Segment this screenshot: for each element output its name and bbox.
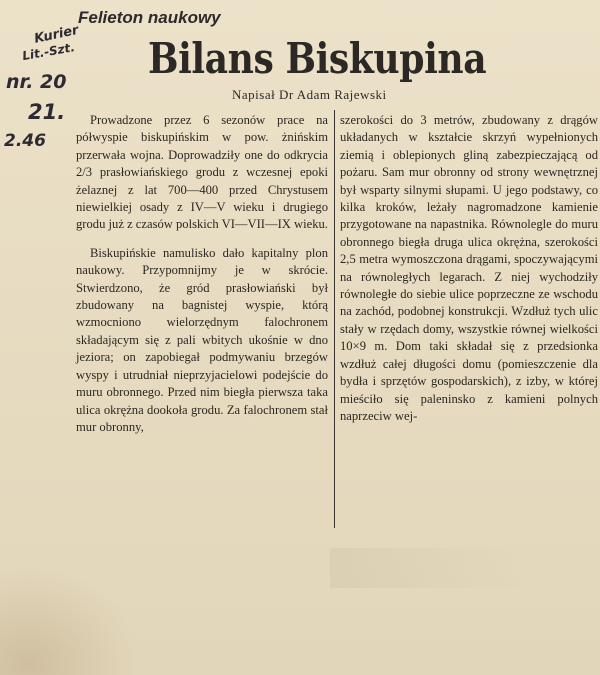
handnote-line: 2.46: [4, 131, 46, 151]
paper-stain: [0, 565, 140, 675]
handnote-line: 21.: [28, 100, 66, 124]
column-divider: [334, 110, 335, 528]
article-byline: Napisał Dr Adam Rajewski: [232, 87, 387, 102]
section-header: Felieton naukowy: [78, 8, 221, 27]
handwritten-annotation: [2, 22, 82, 151]
article-column-left: [76, 112, 328, 436]
handnote-line: nr. 20: [6, 71, 67, 93]
paragraph: szerokości do 3 metrów, zbudowany z drągów układanych w kształcie skrzyń wypełnionych ziemią i oblepionych gliną zabezpieczającą od pożaru. Sam mur obronny od strony wewnętrznej był wsparty silnymi słupami. U jego podstawy, co kilka kroków, leżały nagromadzone kamienie przygotowane na napastnika. Równolegle do muru obronnego biegła druga ulica okrężna, szerokości 2,5 metra wymoszczona drągami, spoczywającymi na równoległych legarach. Z niej wychodziły równoległe do siebie ulice poprzeczne ze wschodu na zachód, podobnej konstrukcji. Wzdłuż tych ulic stały w rzędach domy, wszystkie równej wielkości 10×9 m. Dom taki składał się z przedsionka wzdłuż całej długości domu (pomieszczenie dla bydła i sprzętów gospodarskich), z izby, w której mieściło się paleninsko z kamieni polnych naprzeciw wej-: [340, 113, 598, 423]
article-headline: Bilans Biskupina: [148, 34, 487, 83]
paragraph: Biskupińskie namulisko dało kapitalny plon naukowy. Przypomnijmy je w skrócie. Stwierdzono, że gród prasłowiański był zbudowany na bagnistej wyspie, którą wzmocniono wielorzędnym falochronem składającym się z pali wbitych ukośnie w dno jeziora; on zapobiegał podmywaniu brzegów wyspy i utrudniał nieprzyjacielowi podejście do muru obronnego. Przed nim biegła pierwsza taka ulica okrężna dookoła grodu. Za falochronem stał mur obronny,: [76, 245, 328, 434]
paragraph: Prowadzone przez 6 sezonów prace na półwyspie biskupińskim w pow. żnińskim przerwała wojna. Doprowadziły one do odkrycia 2/3 prasłowiańskiego grodu z wczesnej epoki żelaznej z lat 700—400 przed Chrystusem niewielkiej osady z IV—V wieku i drugiego grodu już z czasów polskich VI—VII—IX wieku.: [76, 113, 328, 232]
handnote-line: Lit.-Szt.: [21, 40, 76, 64]
article-column-right: [340, 112, 598, 425]
faded-print-area: [330, 548, 530, 588]
handnote-line: Kurier: [32, 22, 80, 47]
